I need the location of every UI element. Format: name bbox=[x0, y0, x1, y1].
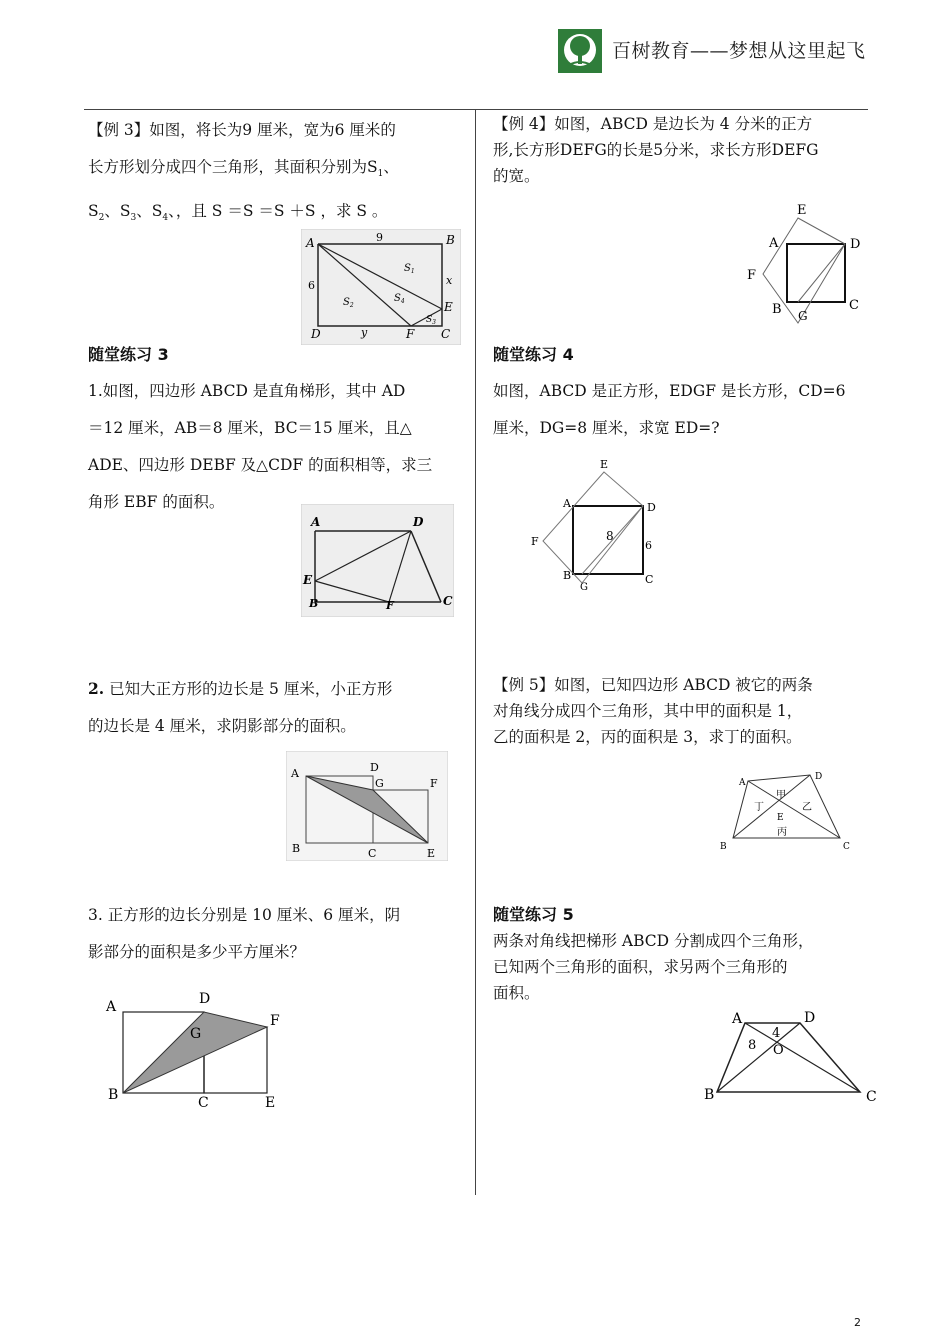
label-C: C bbox=[866, 1089, 877, 1105]
label-bing: 丙 bbox=[777, 827, 787, 838]
label-G: G bbox=[798, 309, 808, 323]
practice-3-q3 bbox=[88, 897, 468, 971]
label-C: C bbox=[443, 594, 453, 608]
page-header bbox=[0, 0, 950, 110]
label-B: B bbox=[772, 302, 782, 317]
page-number: 2 bbox=[854, 1316, 861, 1329]
example-4-line2: 形,长方形DEFG的长是5分米，求长方形DEFG bbox=[493, 141, 819, 159]
label-E: E bbox=[600, 458, 609, 471]
label-E: E bbox=[303, 573, 313, 587]
label-jia: 甲 bbox=[776, 790, 786, 801]
practice-3-q1-line4: 角形 EBF 的面积。 bbox=[88, 493, 225, 511]
label-A: A bbox=[732, 1011, 743, 1027]
practice-3-q3-line2: 影部分的面积是多少平方厘米？ bbox=[88, 943, 306, 961]
label-A: A bbox=[106, 999, 117, 1015]
label-C: C bbox=[441, 327, 451, 341]
label-B: B bbox=[720, 842, 727, 852]
practice-3-q1-line3: ADE、四边形 DEBF 及△CDF 的面积相等，求三 bbox=[88, 456, 433, 474]
practice-5-title: 随堂练习 5 bbox=[493, 905, 574, 924]
example-3-line1: 【例 3】如图，将长为9 厘米，宽为6 厘米的 bbox=[88, 121, 396, 139]
tree-logo-icon bbox=[557, 28, 603, 74]
example-5-line3: 乙的面积是 2，丙的面积是 3，求丁的面积。 bbox=[493, 728, 802, 746]
example-4-line3: 的宽。 bbox=[493, 167, 540, 185]
label-B: B bbox=[563, 569, 572, 582]
label-F: F bbox=[531, 535, 539, 548]
practice-3-q1-figure bbox=[301, 504, 454, 617]
label-4: 4 bbox=[772, 1026, 781, 1041]
practice-3-q2-line2: 的边长是 4 厘米，求阴影部分的面积。 bbox=[88, 717, 356, 735]
label-y: y bbox=[361, 326, 368, 339]
practice-3-q3-figure bbox=[100, 985, 290, 1115]
label-D: D bbox=[413, 515, 424, 529]
label-A: A bbox=[739, 778, 746, 788]
label-O: O bbox=[773, 1043, 784, 1058]
practice-3-q1-line2: ＝12 厘米，AB＝8 厘米，BC＝15 厘米，且△ bbox=[88, 419, 412, 437]
label-E: E bbox=[427, 847, 436, 860]
label-B: B bbox=[309, 597, 319, 610]
practice-3-block bbox=[88, 336, 468, 521]
label-x: x bbox=[446, 274, 453, 287]
practice-3-q2-figure bbox=[286, 751, 448, 861]
label-D: D bbox=[199, 991, 211, 1007]
label-B: B bbox=[446, 233, 455, 247]
label-G: G bbox=[375, 777, 384, 790]
practice-4-title: 随堂练习 4 bbox=[493, 345, 574, 364]
example-3-line2: 长方形划分成四个三角形，其面积分别为$S_1$、 bbox=[88, 158, 399, 180]
label-6: 6 bbox=[308, 279, 315, 292]
label-E: E bbox=[777, 813, 784, 823]
label-8: 8 bbox=[606, 529, 614, 543]
label-A: A bbox=[306, 236, 315, 250]
label-F: F bbox=[386, 599, 394, 612]
label-yi: 乙 bbox=[802, 802, 812, 813]
example-3-figure bbox=[301, 229, 461, 345]
label-F: F bbox=[430, 777, 438, 790]
practice-4-line1: 如图，ABCD 是正方形，EDGF 是长方形，CD=6 bbox=[493, 382, 846, 400]
label-F: F bbox=[270, 1013, 280, 1029]
label-D: D bbox=[804, 1010, 816, 1026]
label-E: E bbox=[797, 203, 807, 218]
practice-3-q3-line1: 3. 正方形的边长分别是 10 厘米、6 厘米，阴 bbox=[88, 906, 401, 924]
practice-4-block bbox=[493, 336, 873, 447]
practice-5-block bbox=[493, 902, 873, 1006]
practice-4-figure bbox=[525, 455, 665, 595]
practice-5-line3: 面积。 bbox=[493, 984, 540, 1002]
practice-3-q1-line1: 1.如图，四边形 ABCD 是直角梯形，其中 AD bbox=[88, 382, 406, 400]
label-6: 6 bbox=[645, 539, 652, 552]
label-A: A bbox=[311, 515, 321, 529]
label-E: E bbox=[444, 300, 453, 314]
practice-3-q2 bbox=[88, 670, 468, 745]
label-D: D bbox=[370, 761, 379, 774]
label-G: G bbox=[580, 582, 588, 593]
label-C: C bbox=[843, 842, 850, 852]
practice-3-q2-line1: 2. 已知大正方形的边长是 5 厘米，小正方形 bbox=[88, 679, 393, 698]
label-B: B bbox=[108, 1087, 119, 1103]
label-ding: 丁 bbox=[754, 802, 764, 813]
brand-slogan: 百树教育——梦想从这里起飞 bbox=[612, 40, 866, 62]
label-E: E bbox=[265, 1095, 276, 1111]
column-divider bbox=[475, 109, 476, 1195]
label-C: C bbox=[645, 573, 654, 586]
practice-5-figure bbox=[700, 1005, 880, 1110]
practice-3-title: 随堂练习 3 bbox=[88, 345, 169, 364]
label-F: F bbox=[747, 268, 757, 283]
label-B: B bbox=[704, 1087, 715, 1103]
label-G: G bbox=[190, 1026, 202, 1042]
label-D: D bbox=[815, 772, 823, 782]
label-D: D bbox=[647, 501, 656, 514]
practice-5-line1: 两条对角线把梯形 ABCD 分割成四个三角形， bbox=[493, 932, 814, 950]
example-5-line1: 【例 5】如图，已知四边形 ABCD 被它的两条 bbox=[493, 676, 813, 694]
practice-5-line2: 已知两个三角形的面积，求另两个三角形的 bbox=[493, 958, 788, 976]
label-8: 8 bbox=[748, 1038, 757, 1053]
label-s4: $S_4$ bbox=[394, 293, 405, 305]
label-B: B bbox=[292, 842, 301, 855]
label-s1: $S_1$ bbox=[404, 263, 415, 275]
label-C: C bbox=[198, 1095, 209, 1111]
header-divider bbox=[84, 109, 868, 110]
example-3-text bbox=[88, 112, 468, 237]
label-s2: $S_2$ bbox=[343, 297, 354, 309]
label-D: D bbox=[850, 237, 861, 252]
example-5-line2: 对角线分成四个三角形，其中甲的面积是 1， bbox=[493, 702, 803, 720]
label-F: F bbox=[406, 327, 415, 341]
example-4-line1: 【例 4】如图，ABCD 是边长为 4 分米的正方 bbox=[493, 115, 813, 133]
example-3-line3: $S_2$、$S_3$、$S_4$、，且 S ＝S ＝S ＋S ，求 S 。 bbox=[88, 202, 388, 224]
label-D: D bbox=[311, 327, 321, 341]
example-4-figure bbox=[740, 198, 870, 328]
example-5-figure bbox=[712, 765, 862, 855]
example-5-text bbox=[493, 672, 873, 750]
label-C: C bbox=[368, 847, 377, 860]
practice-4-line2: 厘米，DG=8 厘米，求宽 ED=? bbox=[493, 419, 720, 437]
label-A: A bbox=[769, 236, 779, 251]
label-A: A bbox=[291, 767, 299, 780]
label-9: 9 bbox=[376, 231, 383, 244]
label-s3: $S_3$ bbox=[426, 315, 436, 326]
example-4-text bbox=[493, 111, 873, 189]
label-A: A bbox=[563, 497, 571, 510]
label-C: C bbox=[849, 298, 859, 313]
